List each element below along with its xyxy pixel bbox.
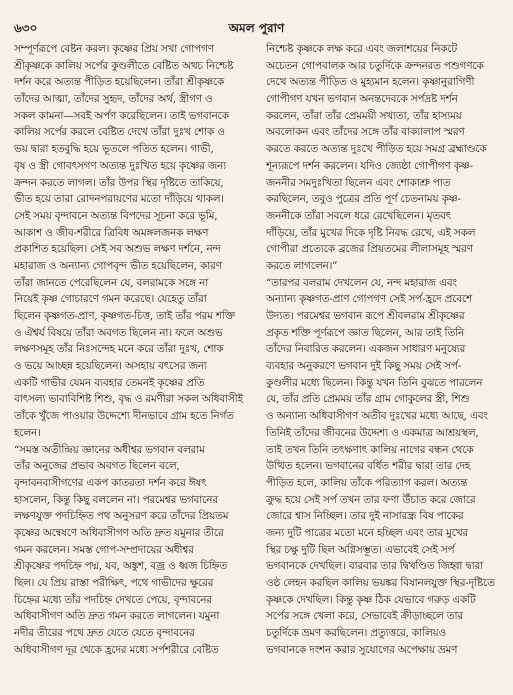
page-number: ৬৩০ bbox=[14, 21, 38, 35]
text-line: কালিয় সর্পের করলে বেষ্টিত দেখে তাঁরা দুঃখ শোক ও bbox=[14, 126, 225, 139]
text-line: জন্য দুটি পাত্রের মতো মনে হচ্ছিল এবং তার মুখের bbox=[266, 526, 468, 539]
text-line: চিহ্নের মধ্যে তাঁর পদচিহ্ন দেখতে পেয়ে, বৃন্দাবনের bbox=[14, 593, 212, 606]
text-line: নিশ্চেষ্ট কৃষ্ণকে লক্ষ করে এবং জলাশয়ের নিকটে bbox=[266, 43, 457, 55]
text-line: নিয়েই কৃষ্ণ গোচারণে গমন করেছে। যেহেতু তাঁরা bbox=[14, 293, 207, 306]
text-line: “তারপর বলরাম দেখলেন যে, নন্দ মহারাজ এবং bbox=[266, 276, 457, 289]
text-line: সর্পের সঙ্গে খেলা করে, সেভাবেই ক্রীড়াচ্ছলে তার bbox=[266, 610, 463, 623]
text-line: কৃষ্ণকে দেখছিল। কিন্তু কৃষ্ণ ঠিক যেভাবে গরুড় একটি bbox=[266, 593, 476, 606]
text-line: হলেন। bbox=[14, 426, 41, 439]
text-line: ছিলেন কৃষ্ণগত-প্রাণ, কৃষ্ণগত-চিত্ত, তাই তাঁর পরম শক্তি bbox=[14, 310, 235, 322]
text-line: মহারাজ ও অন্যান্য গোপবৃন্দ ভীত হয়েছিলেন, কারণ bbox=[14, 259, 222, 272]
text-line: ভগবানকে দেখছিল। বারবার তার দ্বিখণ্ডিত জিহ্বা দ্বারা bbox=[266, 560, 484, 573]
text-line: তিনিই তাঁদের জীবনের উদ্দেশ্য ও একমাত্র আশ্রয়স্থল, bbox=[266, 426, 479, 439]
text-line: দাঁড়িয়ে, তাঁর মুখের দিকে দৃষ্টি নিবদ্ধ রেখে, এই সকল bbox=[266, 226, 476, 239]
text-line: হাসলেন, কিন্তু কিছু বললেন না। পরমেশ্বর ভগবানের bbox=[14, 493, 218, 506]
text-line: শ্রীকৃষ্ণের পদচিহ্ন পদ্ম, যব, অঙ্কুশ, বজ্র ও ধ্বজ চিহ্নিত bbox=[14, 560, 227, 573]
text-line: একটি গাভীর যেমন ব্যবহার তেমনই কৃষ্ণের প্রতি bbox=[14, 376, 205, 389]
running-title: অমল পুরাণ bbox=[228, 21, 285, 35]
text-line: তাঁরা জানতে পেরেছিলেন যে, বলরামকে সঙ্গে না bbox=[14, 276, 209, 289]
text-line: বাৎসল্য ভাবাবিশিষ্ট শিশু, বৃদ্ধ ও রমণীরা সকল অধিবাসীই bbox=[14, 393, 243, 406]
text-line: শূন্যরূপে দর্শন করলেন। যদিও জ্যেষ্ঠা গোপীগণ কৃষ্ণ- bbox=[266, 159, 474, 172]
text-line: বৃষ ও স্ত্রী গোবৎসগণ অত্যন্ত দুঃখিত হয়ে কৃষ্ণের জন্য bbox=[14, 159, 226, 172]
text-line: প্রকৃত শক্তি পূর্ণরূপে জ্ঞাত ছিলেন, আর তাই তিনি bbox=[266, 326, 465, 339]
text-line: যে, তাঁর প্রতি প্রেমময় তাঁর গ্রাম গোকুলের স্ত্রী, শিশু bbox=[266, 393, 470, 406]
text-line: করলেন, তাঁরা তাঁর প্রেমময়ী সখ্যতা, তাঁর হাস্যময় bbox=[266, 109, 462, 122]
text-line: আকাশ ও জীব-শরীরে ত্রিবিধ অমঙ্গলজনক লক্ষণ bbox=[14, 226, 209, 239]
text-line: অন্যান্য কৃষ্ণগত-প্রাণ গোপগণ সেই সর্প-হ্রদে প্রবেশে bbox=[266, 293, 473, 306]
left-text-column bbox=[14, 41, 246, 658]
text-line: দেখে অত্যন্ত পীড়িত ও মুহ্যমান হলেন। কৃষ্ণানুরাগিণী bbox=[266, 76, 475, 89]
text-line: তাঁদের নিবারিত করলেন। একজন সাধারণ মনুষ্যের bbox=[266, 343, 466, 356]
page-header bbox=[14, 20, 499, 40]
text-line: করতে লাগলেন।” bbox=[266, 259, 338, 272]
right-text-column bbox=[266, 41, 502, 658]
text-line: ও ঐশ্বর্য বিষয়ে তাঁরা অবগত ছিলেন না। ফলে অশুভ bbox=[14, 326, 223, 339]
text-line: অচেতন গোপবালক আর চতুর্দিকে ক্রন্দনরত পশুগণকে bbox=[266, 59, 484, 72]
text-line: প্রকাশিত হয়েছিল। সেই সব অশুভ লক্ষণ দর্শনে, নন্দ bbox=[14, 243, 221, 256]
text-line: সকল কামনা—সবই অর্পণ করেছিলেন। তাই ভগবানকে bbox=[14, 109, 229, 122]
text-line: নদীর তীরের পথে দ্রুত যেতে যেতে বৃন্দাবনের bbox=[14, 627, 195, 640]
text-line: করছিলেন, তবুও পুত্রের প্রতি পূর্ণ চেতনাময় কৃষ্ণ- bbox=[266, 193, 461, 206]
text-line: গোপীরা প্রত্যেকে ব্রজের প্রিয়তমের লীলাসমূহ স্মরণ bbox=[266, 243, 473, 256]
text-line: দর্শন করে অত্যন্ত পীড়িত হয়েছিলেন। তাঁরা শ্রীকৃষ্ণকে bbox=[14, 76, 225, 89]
text-line: জোরে শ্বাস নিচ্ছিল। তার দুই নাসারন্ধ্র বিষ পাকের bbox=[266, 510, 464, 523]
text-line: অধিবাসীগণ অতি দ্রুত গমন করতে লাগলেন। যমুনা bbox=[14, 610, 220, 623]
text-line: লক্ষণযুক্ত পদচিহ্নিত পথ অনুসরণ করে তাঁদের প্রিয়তম bbox=[14, 510, 229, 523]
text-line: ভয় দ্বারা হতবুদ্ধি হয়ে ভূতলে পতিত হলেন। গাভী, bbox=[14, 143, 214, 156]
text-line: অবলোকন এবং তাঁদের সঙ্গে তাঁর বাক্যালাপ স্মরণ bbox=[266, 126, 465, 139]
text-line: ওষ্ঠ লেহন করছিল কালিয় ভয়ঙ্কর বিষানলযুক্ত স্থির-দৃষ্টিতে bbox=[266, 577, 495, 589]
text-line: ক্রন্দন করতে লাগল। তাঁর উপর স্থির দৃষ্টিতে তাকিয়ে, bbox=[14, 176, 224, 189]
text-line: শ্রীকৃষ্ণকে কালিয় সর্পের কুণ্ডলীতে বেষ্টিত অথচ নিশ্চেষ্ট bbox=[14, 59, 234, 72]
text-line: স্থির চক্ষু দুটি ছিল অগ্নিসম্ভূত। এভাবেই সেই সর্প bbox=[266, 543, 455, 556]
text-line: চতুর্দিকে ভ্রমণ করছিলেন। প্রত্যুত্তরে, কালিয়ও bbox=[266, 627, 446, 640]
text-line: উত্থিত হলেন। ভগবানের বর্ধিত শরীর দ্বারা তার দেহ bbox=[266, 460, 471, 473]
text-line: তাই তখন তিনি তৎক্ষণাৎ কালিয় নাগের বন্ধন থেকে bbox=[266, 443, 474, 456]
text-line: গোপীগণ যখন ভগবান অনন্তদেবকে সর্পদ্রষ্ট দর্শন bbox=[266, 93, 458, 106]
text-line: বৃন্দাবনবাসীগণের একপ কাতরতা দর্শন করে ঈষৎ bbox=[14, 476, 207, 489]
text-line: তাঁদের আত্মা, তাঁদের সুহৃদ, তাঁদের অর্থ, স্ত্রীগণ ও bbox=[14, 93, 213, 106]
text-line: কৃষ্ণের অন্বেষণে অধিবাসীগণ অতি দ্রুত যমুনার তীরে bbox=[14, 526, 224, 539]
text-line: তাঁকে খুঁজে পাওয়ার উদ্দেশ্যে দীনভাবে গ্রাম হতে নির্গত bbox=[14, 410, 234, 423]
text-line: “সমস্ত অতীন্দ্রিয় জ্ঞানের অধীশ্বর ভগবান বলরাম bbox=[14, 443, 205, 456]
text-line: করতে করতে অত্যন্ত দুঃখে পীড়িত হয়ে সমগ্র ব্রহ্মাণ্ডকে bbox=[266, 143, 487, 156]
text-line: গমন করলেন। সমস্ত গোপ-সম্প্রদায়ের অধীশ্বর bbox=[14, 543, 194, 556]
text-line: ও ভয়ে আচ্ছন্ন হয়েছিলেন। অসহায় বৎসের জন্য bbox=[14, 360, 207, 373]
text-line: জননীকে তাঁরা সবলে ধরে রেখেছিলেন। মৃতবৎ bbox=[266, 209, 452, 222]
text-line: ছিল। যে প্রিয় রাস্তা পরীক্ষিৎ, পথে গাভীদের ক্ষুরের bbox=[14, 577, 214, 589]
text-line: ভগবানকে দংশন করার সুযোগের অপেক্ষায় ভ্রমণ bbox=[266, 643, 458, 656]
text-line: সেই সময় বৃন্দাবনে অত্যন্ত বিপদের সূচনা করে ভূমি, bbox=[14, 209, 218, 222]
text-line: ভীত হয়ে তারা রোদনপরায়ণের মতো দাঁড়িয়ে থাকল। bbox=[14, 193, 224, 206]
text-line: সম্পূর্ণরূপে বেষ্টন করল। কৃষ্ণের প্রিয় সখা গোপগণ bbox=[14, 43, 214, 55]
text-line: উদ্যত। পরমেশ্বর ভগবান রূপে শ্রীবলরাম শ্রীকৃষ্ণের bbox=[266, 310, 465, 322]
text-line: তাঁর অনুজের প্রভাব অবগত ছিলেন বলে, bbox=[14, 460, 180, 473]
text-line: লক্ষণসমূহ তাঁর নিঃসন্দেহ মনে করে তাঁরা দুঃখ, শোক bbox=[14, 343, 224, 356]
text-line: জননীর সমদুঃখিতা ছিলেন এবং শোকাশ্রু পাত bbox=[266, 176, 451, 189]
text-line: পীড়িত হলে, কালিয় তাঁকে পরিত্যাগ করল। অত্যন্ত bbox=[266, 476, 468, 489]
text-line: অধিবাসীগণ দূর থেকে হ্রদের মধ্যে সর্পশরীরে বেষ্টিত bbox=[14, 643, 219, 656]
text-line: ব্যবহার অনুকরণে ভগবান দুই কিছু সময় সেই সর্প- bbox=[266, 360, 462, 373]
text-line: ক্রুদ্ধ হয়ে সেই সর্প তখন তার ফণা উঁচাত করে জোরে bbox=[266, 493, 476, 506]
text-line: ও অন্যান্য অধিবাসীগণ অতীব দুঃখের মধ্যে আছে, এবং bbox=[266, 410, 488, 423]
text-line: কুণ্ডলীর মধ্যে ছিলেন। কিন্তু যখন তিনি বুঝতে পারলেন bbox=[266, 376, 483, 389]
